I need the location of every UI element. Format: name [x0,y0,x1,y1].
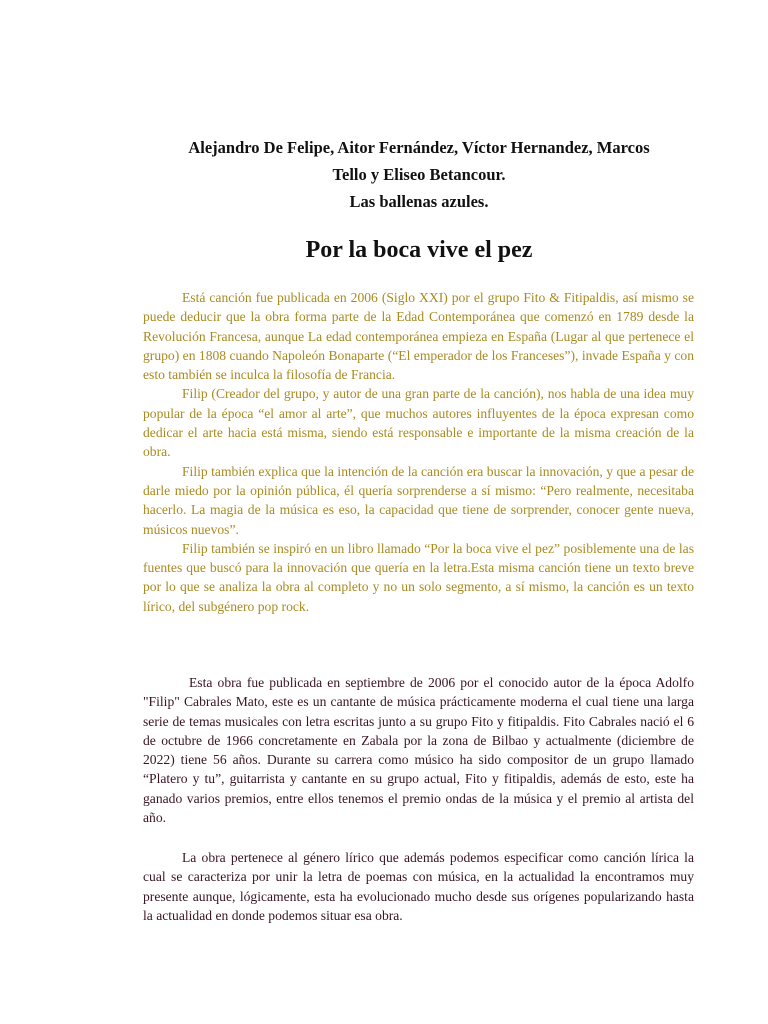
authors-heading [140,134,698,215]
authors-line-2: Tello y Eliseo Betancour. [332,165,506,184]
paragraph: Filip (Creador del grupo, y autor de una gran parte de la canción), nos habla de una idea muy popular de la época “el amor al arte”, que muchos autores influyentes de la época expresan como dedicar el arte hacia está misma, siendo está responsable e importante de la misma creación de la obra. [143,386,694,460]
group-name: Las ballenas azules. [349,192,489,211]
document-title: Por la boca vive el pez [305,237,533,263]
authors-line-1: Alejandro De Felipe, Aitor Fernández, Víctor Hernandez, Marcos [188,138,650,157]
paragraph: La obra pertenece al género lírico que además podemos especificar como canción lírica la cual se caracteriza por unir la letra de poemas con música, en la actualidad la encontramos muy presente aunque, lógicamente, esta ha evolucionado mucho desde sus orígenes popularizando hasta la actualidad en donde podemos situar esa obra. [143,850,694,923]
section-author [143,673,694,827]
paragraph: Filip también explica que la intención de la canción era buscar la innovación, y que a pesar de darle miedo por la opinión pública, él quería sorprenderse a sí mismo: “Pero realmente, necesitaba hacerlo. La magia de la música es eso, la capacidad que tiene de sorprender, conocer gente nueva, músicos nuevos”. [143,463,694,537]
paragraph: Filip también se inspiró en un libro llamado “Por la boca vive el pez” posiblemente una de las fuentes que buscó para la innovación que quería en la letra.Esta misma canción tiene un texto breve por lo que se analiza la obra al completo y no un solo segmento, a sí mismo, la canción es un texto lírico, del subgénero pop rock. [143,540,694,614]
paragraph: Está canción fue publicada en 2006 (Siglo XXI) por el grupo Fito & Fitipaldis, así mismo se puede deducir que la obra forma parte de la Edad Contemporánea que comenzó en 1789 desde la Revolución Francesa, aunque La edad contemporánea empieza en España (Lugar al que pertenece el grupo) en 1808 cuando Napoleón Bonaparte (“El emperador de los Franceses”), invade España y con esto también se inculca la filosofía de Francia. [143,290,694,383]
section-context [143,288,694,616]
section-genre [143,848,694,925]
paragraph: Esta obra fue publicada en septiembre de 2006 por el conocido autor de la época Adolfo "Filip" Cabrales Mato, este es un cantante de música prácticamente moderna el cual tiene una larga serie de temas musicales con letra escritas junto a su grupo Fito y fitipaldis. Fito Cabrales nació el 6 de octubre de 1966 concretamente en Zabala por la zona de Bilbao y actualmente (diciembre de 2022) tiene 56 años. Durante su carrera como músico ha sido compositor de un grupo llamado “Platero y tu”, guitarrista y cantante en su grupo actual, Fito y fitipaldis, además de esto, este ha ganado varios premios, entre ellos tenemos el premio ondas de la música y el premio al artista del año. [143,675,694,826]
